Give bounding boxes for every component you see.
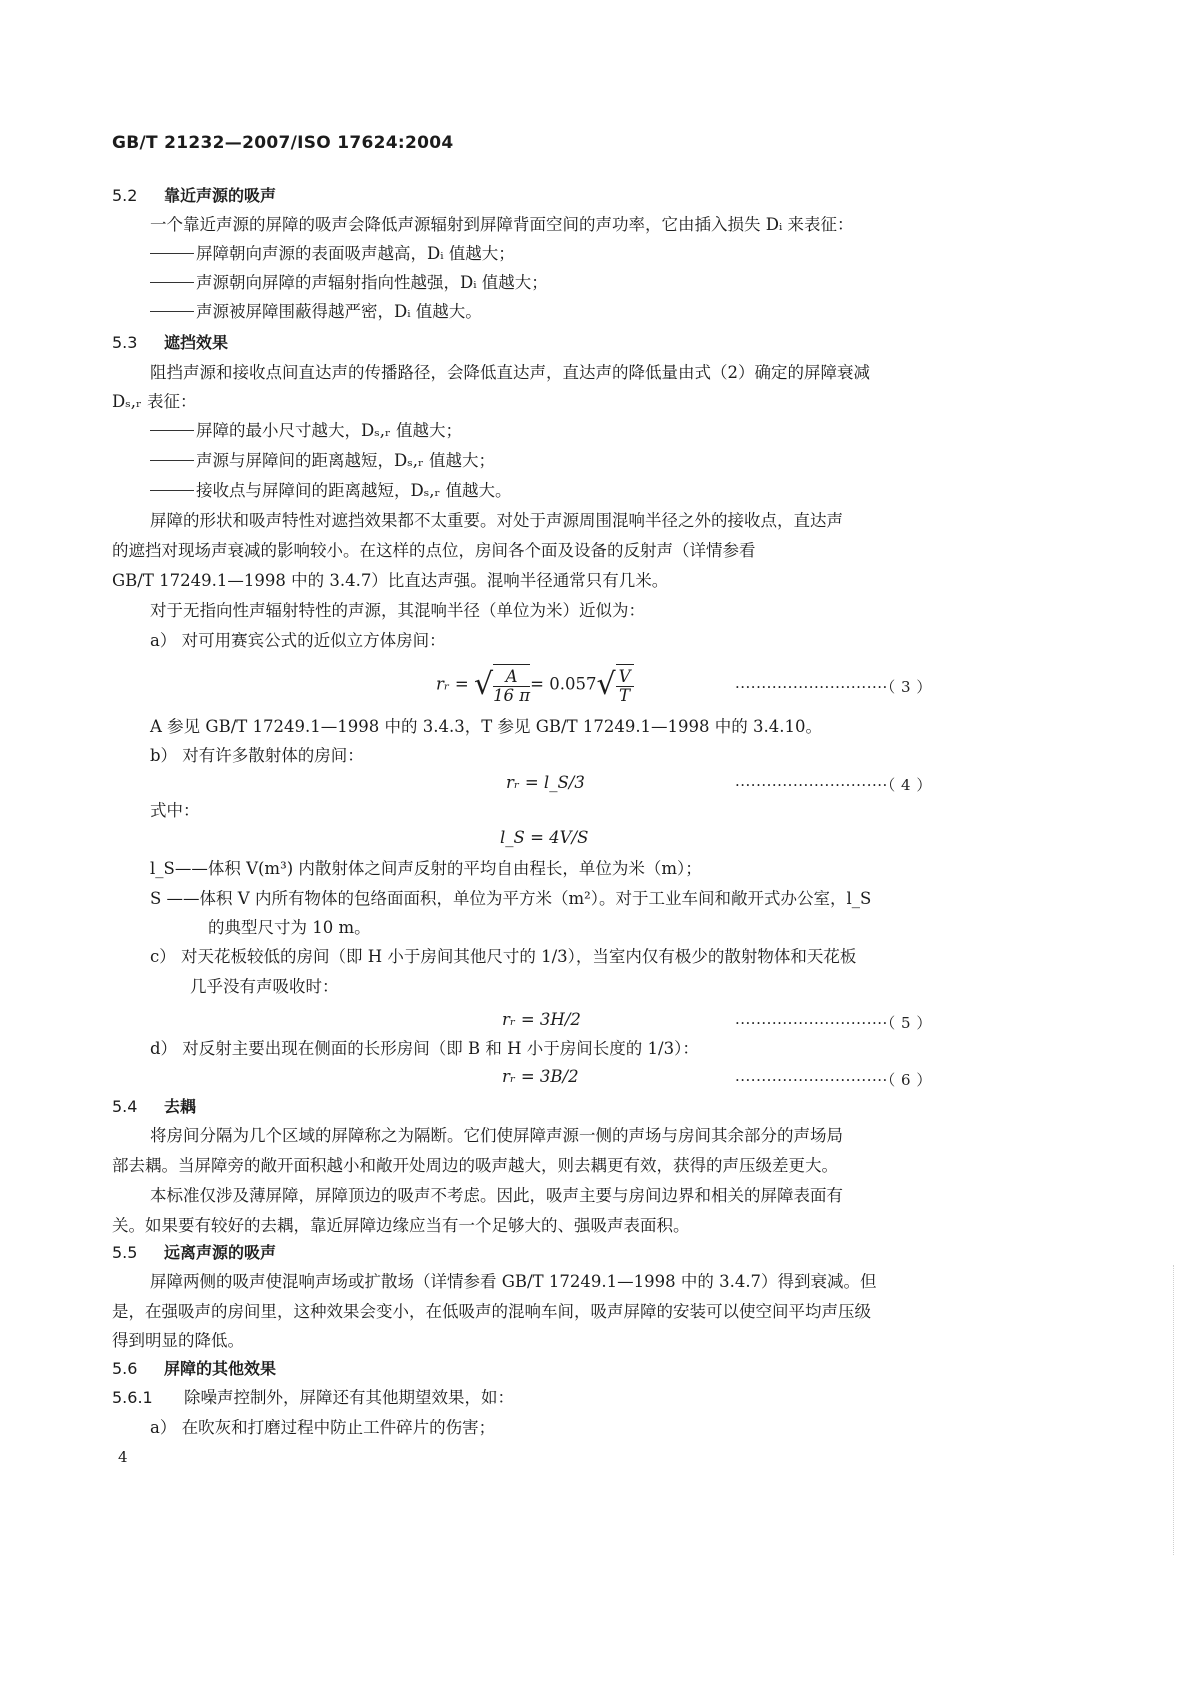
formula-lhs: rᵣ = [436,674,474,694]
list-item: 声源朝向屏障的声辐射指向性越强，Dᵢ 值越大； [150,273,548,293]
list-item: 屏障的最小尺寸越大，Dₛ,ᵣ 值越大； [150,421,462,441]
section-5-4-heading [112,1097,196,1117]
formula-4-number: ·····························（ 4 ） [735,776,932,794]
section-title: 靠近声源的吸声 [164,186,277,205]
dash-mark [150,253,194,254]
list-item-d: d） 对反射主要出现在侧面的长形房间（即 B 和 H 小于房间长度的 1/3）： [150,1039,699,1058]
paragraph-line: Dₛ,ᵣ 表征： [112,392,197,411]
paragraph-line: A 参见 GB/T 17249.1—1998 中的 3.4.3，T 参见 GB/T 17249.1—1998 中的 3.4.10。 [150,717,823,736]
formula-ls: l_S = 4V/S [500,828,589,847]
section-title: 远离声源的吸声 [164,1243,277,1262]
page-number: 4 [118,1448,128,1466]
formula-6: rᵣ = 3B/2 [502,1067,579,1086]
sqrt-sign: √ [596,667,616,702]
paragraph-line: 是，在强吸声的房间里，这种效果会变小，在低吸声的混响车间，吸声屏障的安装可以使空间平均声压级 [112,1302,871,1321]
fraction: $\frac{A}{16 \pi}$ [493,667,531,705]
list-item-b: b） 对有许多散射体的房间： [150,746,364,765]
paragraph-line: 的遮挡对现场声衰减的影响较小。在这样的点位，房间各个面及设备的反射声（详情参看 [112,541,756,560]
formula-4: rᵣ = l_S/3 [506,773,585,792]
list-item-c: c） 对天花板较低的房间（即 H 小于房间其他尺寸的 1/3），当室内仅有极少的散射物体和天花板 [150,947,857,966]
sqrt-sign: √ [473,667,494,702]
definition-ls: l_S——体积 V(m³) 内散射体之间声反射的平均自由程长，单位为米（m）； [150,859,702,878]
scan-artifact [1173,1265,1176,1555]
section-number: 5.6 [112,1359,138,1378]
section-title: 屏障的其他效果 [164,1359,277,1378]
list-item: 声源与屏障间的距离越短，Dₛ,ᵣ 值越大； [150,451,495,471]
list-item-a: a） 对可用赛宾公式的近似立方体房间： [150,631,446,650]
dash-mark [150,311,194,312]
dash-mark [150,490,194,491]
paragraph-line: GB/T 17249.1—1998 中的 3.4.7）比直达声强。混响半径通常只有几米。 [112,571,669,590]
section-5-6-heading [112,1359,276,1379]
where-label: 式中： [150,801,200,820]
section-5-5-heading [112,1243,276,1263]
paragraph-line: 屏障两侧的吸声使混响声场或扩散场（详情参看 GB/T 17249.1—1998 中的 3.4.7）得到衰减。但 [150,1272,877,1291]
section-title: 遮挡效果 [164,333,229,352]
paragraph-line: 对于无指向性声辐射特性的声源，其混响半径（单位为米）近似为： [150,601,645,620]
list-item-c-cont: 几乎没有声吸收时： [190,977,339,996]
list-item-a: a） 在吹灰和打磨过程中防止工件碎片的伤害； [150,1418,496,1437]
paragraph-line: 阻挡声源和接收点间直达声的传播路径，会降低直达声，直达声的降低量由式（2）确定的屏障衰减 [150,363,870,382]
standard-header: GB/T 21232—2007/ISO 17624:2004 [112,133,454,153]
section-number: 5.4 [112,1097,138,1116]
dash-mark [150,430,194,431]
paragraph-line: 部去耦。当屏障旁的敞开面积越小和敞开处周边的吸声越大，则去耦更有效，获得的声压级差更大。 [112,1156,838,1175]
subsection-number: 5.6.1 [112,1388,153,1407]
fraction: $\frac{V}{T}$ [616,668,634,705]
paragraph-line: 本标准仅涉及薄屏障，屏障顶边的吸声不考虑。因此，吸声主要与房间边界和相关的屏障表面有 [150,1186,843,1205]
section-5-2-heading [112,186,276,206]
formula-5-number: ·····························（ 5 ） [735,1014,932,1032]
formula-5: rᵣ = 3H/2 [502,1010,581,1029]
section-5-3-heading [112,333,228,353]
section-title: 去耦 [164,1097,197,1116]
subsection-text: 除噪声控制外，屏障还有其他期望效果，如： [184,1388,514,1407]
dash-mark [150,282,194,283]
formula-3-number: ·····························（ 3 ） [735,678,932,696]
definition-s: S ——体积 V 内所有物体的包络面面积，单位为平方米（m²）。对于工业车间和敞开式办公室，l_S [150,889,872,908]
formula-mid: = 0.057 [530,674,597,694]
paragraph-line: 屏障的形状和吸声特性对遮挡效果都不太重要。对处于声源周围混响半径之外的接收点，直达声 [150,511,843,530]
definition-s-cont: 的典型尺寸为 10 m。 [208,918,371,937]
list-item: 声源被屏障围蔽得越严密，Dᵢ 值越大。 [150,302,482,322]
list-item: 接收点与屏障间的距离越短，Dₛ,ᵣ 值越大。 [150,481,512,501]
subsection-5-6-1 [112,1388,514,1408]
paragraph-line: 关。如果要有较好的去耦，靠近屏障边缘应当有一个足够大的、强吸声表面积。 [112,1216,690,1235]
list-item: 屏障朝向声源的表面吸声越高，Dᵢ 值越大； [150,244,515,264]
formula-6-number: ·····························（ 6 ） [735,1071,932,1089]
paragraph-line: 得到明显的降低。 [112,1331,244,1350]
paragraph-line: 将房间分隔为几个区域的屏障称之为隔断。它们使屏障声源一侧的声场与房间其余部分的声场局 [150,1126,843,1145]
section-number: 5.5 [112,1243,138,1262]
dash-mark [150,460,194,461]
formula-3 [436,664,634,706]
section-number: 5.2 [112,186,138,205]
paragraph: 一个靠近声源的屏障的吸声会降低声源辐射到屏障背面空间的声功率，它由插入损失 Dᵢ 来表征： [150,215,854,234]
section-number: 5.3 [112,333,138,352]
